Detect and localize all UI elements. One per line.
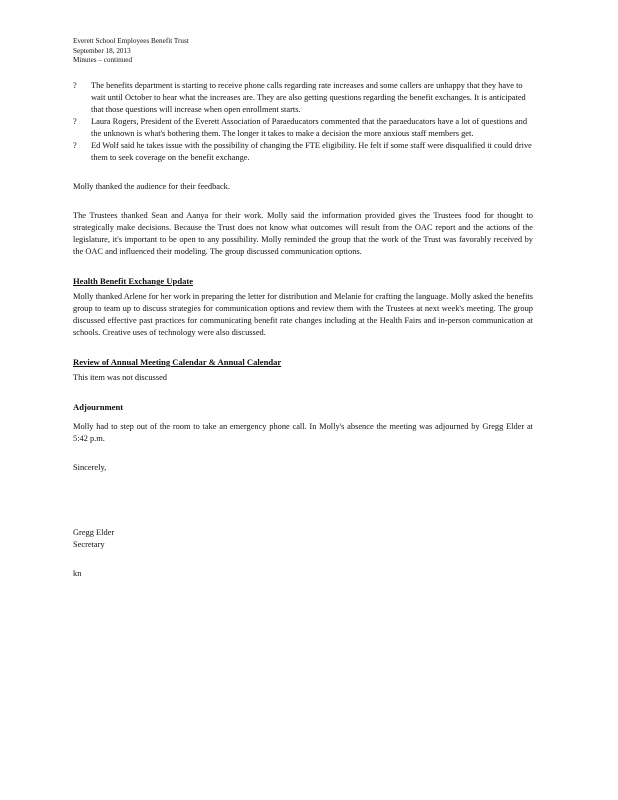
header-date-line: September 18, 2013 <box>73 46 131 55</box>
list-item-text: Laura Rogers, President of the Everett Association of Paraeducators commented that the paraeducators have a lot of questions and the unknown is what's bothering them. The longer it takes to make a decision the more anxious staff members get. <box>91 117 528 138</box>
bullet-mark: ? <box>73 141 77 150</box>
review-heading: Review of Annual Meeting Calendar & Annual Calendar <box>73 357 282 367</box>
bullet-mark: ? <box>73 81 77 90</box>
thanks-paragraph: Molly thanked the audience for their feedback. <box>73 182 230 191</box>
trustees-paragraph: The Trustees thanked Sean and Aanya for their work. Molly said the information provided gives the Trustees food for thought to strategically make decisions. Because the Trust does not know what outcomes will result from the OAC report and the actions of the legislature, it's important to be open to any possibility. Molly reminded the group that the work of the Trust was favorably received by the OAC and influenced their modeling. The group discussed communication options. <box>73 211 533 256</box>
comment-list <box>73 80 533 164</box>
signature-space <box>73 491 533 527</box>
closing-salutation: Sincerely, <box>73 463 107 472</box>
typist-initials: kn <box>73 569 82 578</box>
review-paragraph: This item was not discussed <box>73 373 167 382</box>
page-header <box>73 37 189 66</box>
adjournment-paragraph: Molly had to step out of the room to take an emergency phone call. In Molly's absence the meeting was adjourned by Gregg Elder at 5:42 p.m. <box>73 422 533 443</box>
bullet-mark: ? <box>73 117 77 126</box>
list-item-text: The benefits department is starting to receive phone calls regarding rate increases and some callers are unhappy that they have to wait until October to hear what the increases are. They are also getting questions regarding the benefit exchanges. It is anticipated that those questions will increase when open enrollment starts. <box>91 81 526 114</box>
hbe-paragraph: Molly thanked Arlene for her work in preparing the letter for distribution and Melanie for crafting the language. Molly asked the benefits group to team up to discuss strategies for communication options and review them with the Trustees at next week's meeting. The group discussed effective past practices for communicating benefit rate changes including at the Health Fairs and in-person communication at schools. Creative uses of technology were also discussed. <box>73 292 533 337</box>
list-item-text: Ed Wolf said he takes issue with the possibility of changing the FTE eligibility. He felt if some staff were disqualified it could drive them to seek coverage on the benefit exchange. <box>91 141 532 162</box>
list-item <box>73 116 533 140</box>
signature-name: Gregg Elder <box>73 528 115 537</box>
hbe-heading: Health Benefit Exchange Update <box>73 276 194 286</box>
adjournment-heading: Adjournment <box>73 402 124 412</box>
signature-title: Secretary <box>73 540 105 549</box>
list-item <box>73 140 533 164</box>
list-item <box>73 80 533 116</box>
header-minutes-line: Minutes – continued <box>73 56 133 64</box>
document-body <box>73 80 533 580</box>
header-org-line: Everett School Employees Benefit Trust <box>73 37 189 45</box>
